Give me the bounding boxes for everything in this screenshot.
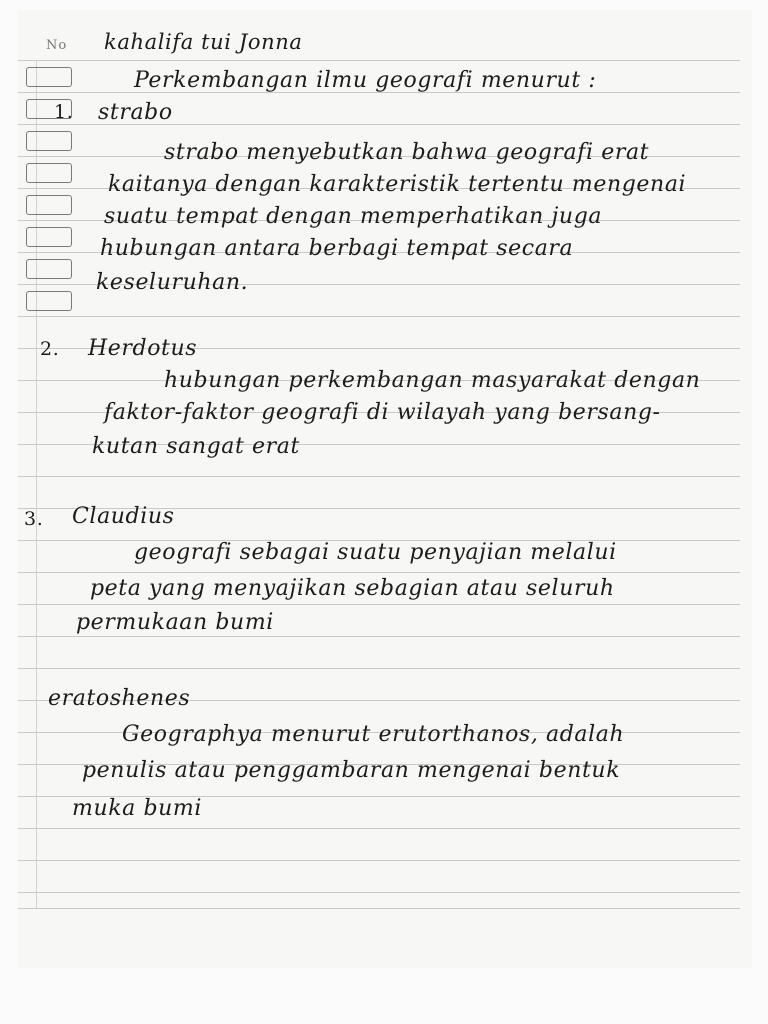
margin-line — [36, 60, 37, 908]
ruled-line — [18, 860, 740, 861]
section-number: 2. — [40, 338, 60, 360]
number-box — [26, 163, 72, 183]
ruled-line — [18, 60, 740, 61]
paragraph-line: muka bumi — [72, 796, 203, 821]
paragraph-line: geografi sebagai suatu penyajian melalui — [134, 540, 617, 565]
ruled-line — [18, 572, 740, 573]
paragraph-line: kutan sangat erat — [92, 434, 300, 459]
paragraph-line: hubungan antara berbagi tempat secara — [100, 236, 574, 261]
ruled-line — [18, 476, 740, 477]
number-box — [26, 227, 72, 247]
section-number: 3. — [24, 508, 44, 530]
ruled-line — [18, 892, 740, 893]
number-box — [26, 195, 72, 215]
ruled-line — [18, 828, 740, 829]
paragraph-line: peta yang menyajikan sebagian atau seluruh — [90, 576, 615, 601]
number-box — [26, 291, 72, 311]
section-heading: Claudius — [72, 504, 175, 529]
paragraph-line: kaitanya dengan karakteristik tertentu mengenai — [108, 172, 687, 197]
ruled-line — [18, 316, 740, 317]
number-box — [26, 131, 72, 151]
student-name: kahalifa tui Jonna — [104, 30, 303, 54]
paragraph-line: permukaan bumi — [76, 610, 274, 635]
section-number: 1. — [54, 101, 74, 123]
section-heading: Herdotus — [88, 336, 198, 361]
section-heading: eratoshenes — [48, 686, 191, 711]
ruled-line — [18, 636, 740, 637]
section-heading: strabo — [98, 100, 173, 125]
number-box — [26, 67, 72, 87]
page-title: Perkembangan ilmu geografi menurut : — [134, 68, 597, 93]
ruled-line — [18, 604, 740, 605]
paragraph-line: strabo menyebutkan bahwa geografi erat — [164, 140, 650, 165]
number-box — [26, 259, 72, 279]
ruled-line — [18, 908, 740, 909]
paragraph-line: keseluruhan. — [96, 270, 249, 295]
paragraph-line: hubungan perkembangan masyarakat dengan — [164, 368, 701, 393]
paragraph-line: faktor-faktor geografi di wilayah yang bersang- — [104, 400, 661, 425]
paragraph-line: Geographya menurut erutorthanos, adalah — [122, 722, 625, 747]
no-label: No — [46, 38, 68, 53]
ruled-line — [18, 668, 740, 669]
paragraph-line: penulis atau penggambaran mengenai bentuk — [82, 758, 621, 783]
paragraph-line: suatu tempat dengan memperhatikan juga — [104, 204, 603, 229]
